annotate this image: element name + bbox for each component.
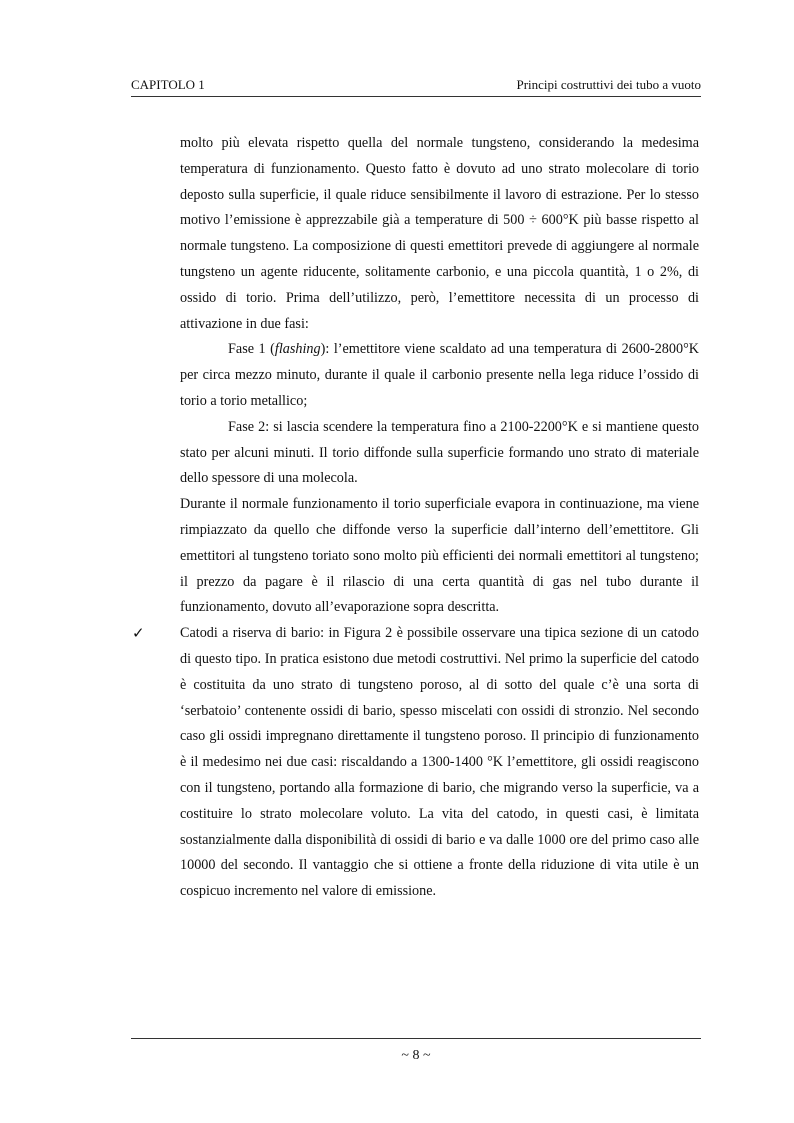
footer-divider <box>131 1038 701 1039</box>
section-title: Principi costruttivi dei tubo a vuoto <box>516 77 701 92</box>
paragraph-phase-2: Fase 2: si lascia scendere la temperatura fino a 2100-2200°K e si mantiene questo stato per alcuni minuti. Il torio diffonde sulla superficie formando uno strato di materiale dello spessore di una molecola. <box>180 418 699 487</box>
page-header <box>131 76 701 94</box>
paragraph-thoriated-intro: molto più elevata rispetto quella del normale tungsteno, considerando la medesima temperatura di funzionamento. Questo fatto è dovuto ad uno strato molecolare di torio deposto sulla superficie, il quale riduce sensibilmente il lavoro di estrazione. Per lo stesso motivo l’emissione è apprezzabile già a temperature di 500 ÷ 600°K più basse rispetto al normale tungsteno. La composizione di questi emettitori prevede di aggiungere al normale tungsteno un agente riducente, solitamente carbonio, e una piccola quantità, 1 o 2%, di ossido di torio. Prima dell’utilizzo, però, l’emettitore necessita di un processo di attivazione in due fasi: <box>180 135 699 332</box>
page-number: ~ 8 ~ <box>401 1048 431 1063</box>
paragraph-barium-cathodes: Catodi a riserva di bario: in Figura 2 è possibile osservare una tipica sezione di un catodo di questo tipo. In pratica esistono due metodi costruttivi. Nel primo la superficie del catodo è costituita da uno strato di tungsteno poroso, al di sotto del quale c’è una sorta di ‘serbatoio’ contenente ossidi di bario, spesso miscelati con ossidi di stronzio. Nel secondo caso gli ossidi impregnano direttamente il tungsteno poroso. Il principio di funzionamento è il medesimo nei due casi: riscaldando a 1300-1400 °K l’emettitore, gli ossidi reagiscono con il tungsteno, portando alla formazione di bario, che migrando verso la superficie, va a costituire lo strato molecolare voluto. La vita del catodo, in questi casi, è limitata sostanzialmente dalla disponibilità di ossidi di bario e va dalle 1000 ore del primo caso alle 10000 del secondo. Il vantaggio che si ottiene a fronte della riduzione di vita utile è un cospicuo incremento nel valore di emissione. <box>180 625 699 900</box>
page-body <box>132 131 699 905</box>
paragraph-phase-1 <box>180 337 699 414</box>
phase-1-label: Fase 1 ( <box>228 341 275 358</box>
list-item-barium-cathodes <box>132 621 699 905</box>
header-divider <box>131 96 701 97</box>
phase-1-text: ): l’emettitore viene scaldato ad una temperatura di 2600-2800°K per circa mezzo minuto, durante il quale il carbonio presente nella lega riduce l’ossido di torio a torio metallico; <box>180 341 699 409</box>
checkmark-icon: ✓ <box>132 624 145 643</box>
chapter-label: CAPITOLO 1 <box>131 77 205 92</box>
paragraph-operation: Durante il normale funzionamento il torio superficiale evapora in continuazione, ma viene rimpiazzato da quello che diffonde verso la superficie dall’interno dell’emettitore. Gli emettitori al tungsteno toriato sono molto più efficienti dei normali emettitori al tungsteno; il prezzo da pagare è il rilascio di una certa quantità di gas nel tubo durante il funzionamento, dovuto all’evaporazione sopra descritta. <box>180 496 699 616</box>
phase-1-italic-term: flashing <box>274 341 321 358</box>
